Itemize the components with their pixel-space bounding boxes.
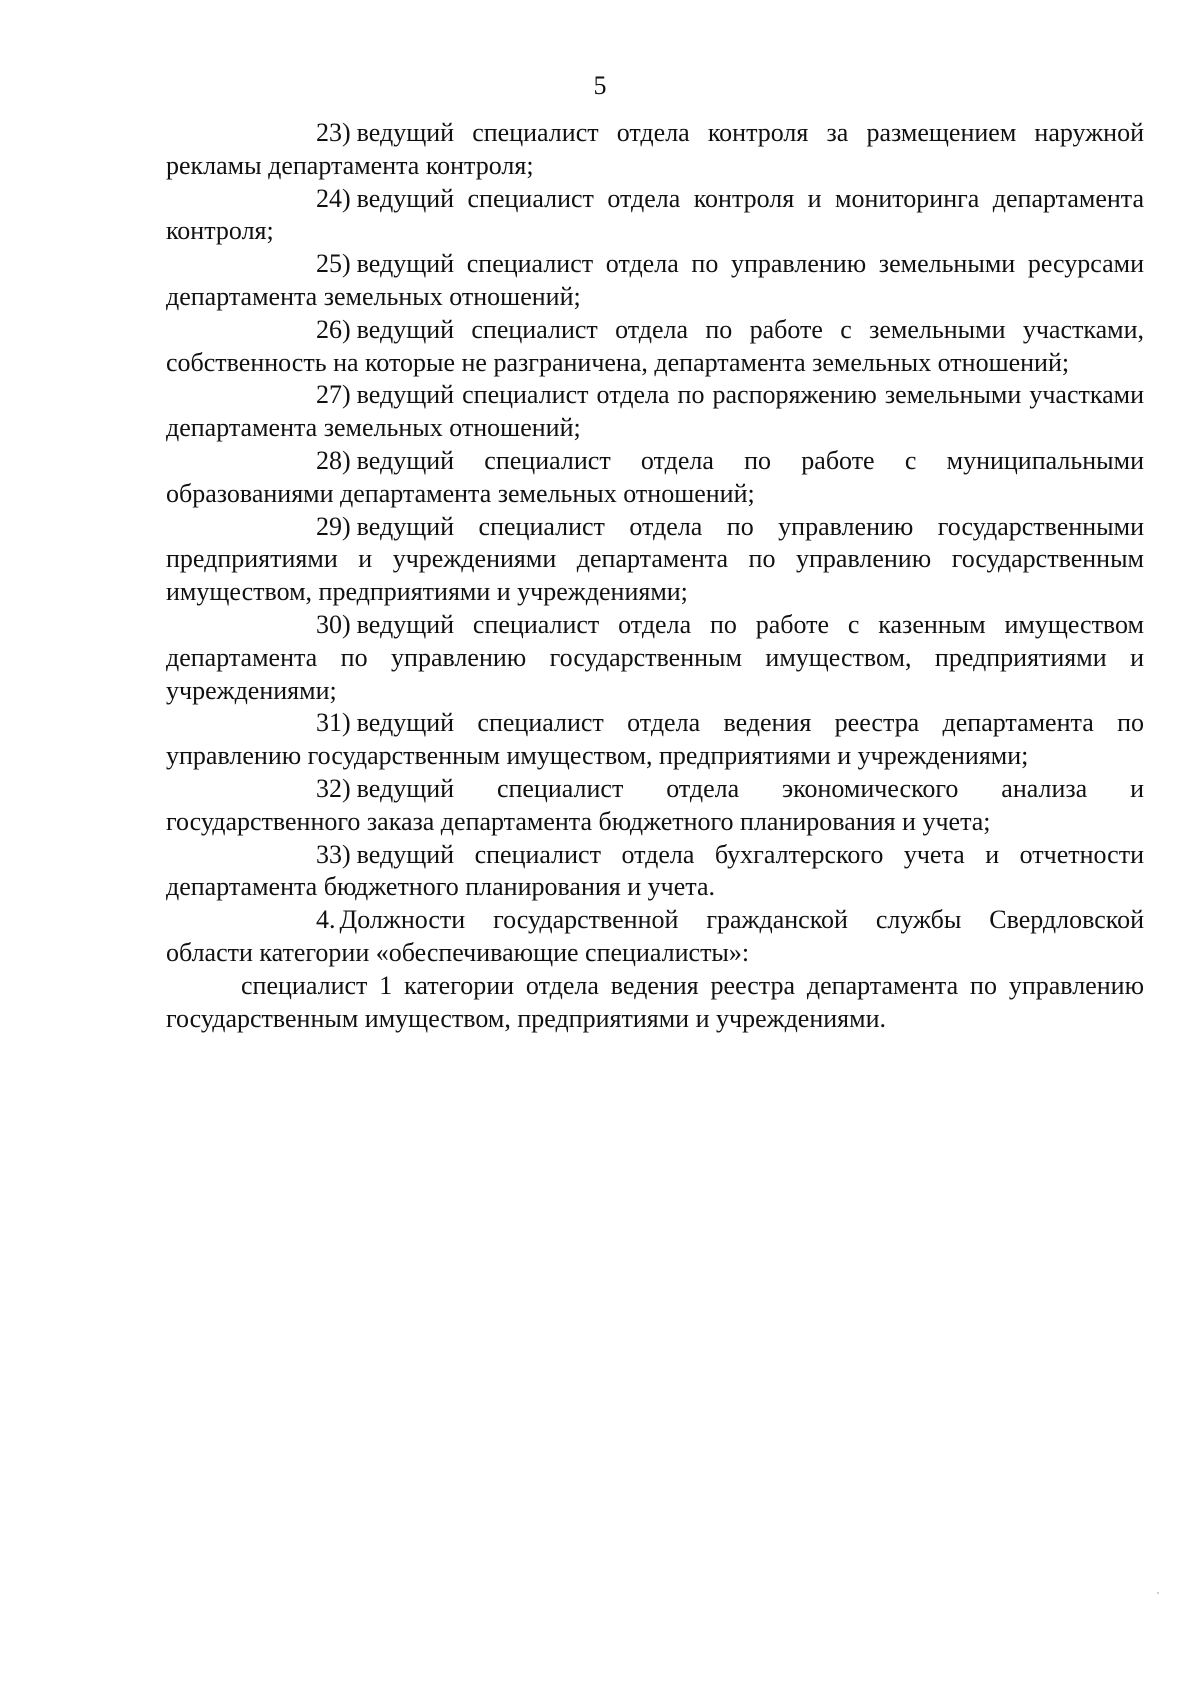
list-item-32 [166,773,1144,839]
list-item-27 [166,379,1144,445]
item-number: 28) [316,445,351,475]
item-number: 25) [316,249,351,279]
item-number: 31) [316,708,351,738]
item-text: ведущий специалист отдела ведения реестра департамента по управлению государственным имуществом, предприятиями и учреждениями; [166,708,1144,771]
section-number: 4. [316,905,336,935]
list-item-31 [166,707,1144,773]
list-item-26 [166,314,1144,380]
section-text: Должности государственной гражданской службы Свердловской области категории «обеспечивающие специалисты»: [166,905,1144,967]
item-text: ведущий специалист отдела по работе с казенным имуществом департамента по управлению государственным имуществом, предприятиями и учреждениями; [166,609,1144,705]
page-number: 5 [593,71,607,100]
item-text: ведущий специалист отдела по управлению земельными ресурсами департамента земельных отношений; [166,249,1144,311]
list-item-29 [166,511,1144,609]
scan-artifact-dot [1157,1592,1159,1594]
item-number: 30) [316,609,351,639]
item-text: ведущий специалист отдела экономического анализа и государственного заказа департамента бюджетного планирования и учета; [166,773,1144,836]
item-number: 29) [316,511,351,541]
item-text: ведущий специалист отдела контроля за размещением наружной рекламы департамента контроля; [166,118,1144,180]
item-text: ведущий специалист отдела по распоряжению земельными участками департамента земельных отношений; [166,380,1144,443]
item-text: ведущий специалист отдела бухгалтерского учета и отчетности департамента бюджетного планирования и учета. [166,839,1144,902]
item-number: 26) [316,314,351,344]
list-item-23 [166,117,1144,183]
list-item-24 [166,183,1144,249]
section-4-heading [166,904,1144,970]
item-text: ведущий специалист отдела по работе с муниципальными образованиями департамента земельных отношений; [166,445,1144,508]
item-text: ведущий специалист отдела по управлению государственными предприятиями и учреждениями департамента по управлению государственным имуществом, предприятиями и учреждениями; [166,511,1144,607]
document-body [166,117,1144,1035]
item-number: 24) [316,183,351,213]
item-text: ведущий специалист отдела контроля и мониторинга департамента контроля; [166,183,1144,246]
list-item-25 [166,248,1144,314]
list-item-28 [166,445,1144,511]
list-item-30 [166,609,1144,707]
item-number: 23) [316,118,351,147]
final-paragraph: специалист 1 категории отдела ведения реестра департамента по управлению государственным имуществом, предприятиями и учреждениями. [166,970,1144,1033]
item-number: 33) [316,839,351,869]
item-number: 27) [316,380,351,410]
list-item-33 [166,839,1144,905]
item-number: 32) [316,773,351,803]
item-text: ведущий специалист отдела по работе с земельными участками, собственность на которые не разграничена, департамента земельных отношений; [166,314,1144,377]
